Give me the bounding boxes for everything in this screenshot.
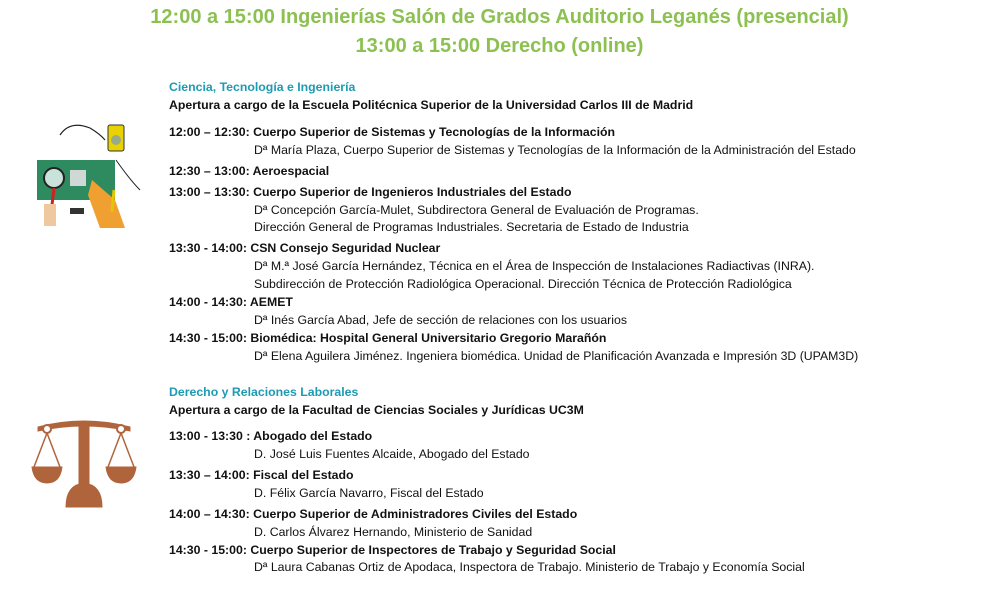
speaker-detail: D. Félix García Navarro, Fiscal del Estado [254,486,484,500]
section-title: Ciencia, Tecnología e Ingeniería [169,80,356,94]
header-line-2: 13:00 a 15:00 Derecho (online) [355,35,644,57]
schedule-slot: 14:00 – 14:30: Cuerpo Superior de Administradores Civiles del Estado [169,507,578,521]
speaker-detail: Subdirección de Protección Radiológica Operacional. Dirección Técnica de Protección Radiológica [254,277,792,291]
schedule-slot: 13:30 - 14:00: CSN Consejo Seguridad Nuclear [169,241,441,255]
schedule-slot: 14:00 - 14:30: AEMET [169,295,293,309]
schedule-slot: 12:00 – 12:30: Cuerpo Superior de Sistemas y Tecnologías de la Información [169,125,616,139]
schedule-slot: 14:30 - 15:00: Cuerpo Superior de Inspectores de Trabajo y Seguridad Social [169,543,616,557]
speaker-detail: Dª Elena Aguilera Jiménez. Ingeniera biomédica. Unidad de Planificación Avanzada e Impresión 3D (UPAM3D) [254,349,859,363]
schedule-slot: 12:30 – 13:00: Aeroespacial [169,164,330,178]
section-opening: Apertura a cargo de la Facultad de Ciencias Sociales y Jurídicas UC3M [169,403,584,417]
section-title: Derecho y Relaciones Laborales [169,385,359,399]
electronics-repair-illustration [30,120,142,230]
speaker-detail: Dª Concepción García-Mulet, Subdirectora General de Evaluación de Programas. [254,203,699,217]
schedule-slot: 13:00 - 13:30 : Abogado del Estado [169,429,373,443]
scales-of-justice-icon [30,415,138,510]
speaker-detail: Dª M.ª José García Hernández, Técnica en el Área de Inspección de Instalaciones Radiactivas (INRA). [254,259,815,273]
speaker-detail: Dirección General de Programas Industriales. Secretaria de Estado de Industria [254,220,689,234]
speaker-detail: Dª María Plaza, Cuerpo Superior de Sistemas y Tecnologías de la Información de la Administración del Estado [254,143,856,157]
schedule-slot: 13:00 – 13:30: Cuerpo Superior de Ingenieros Industriales del Estado [169,185,572,199]
speaker-detail: Dª Laura Cabanas Ortiz de Apodaca, Inspectora de Trabajo. Ministerio de Trabajo y Economía Social [254,560,805,574]
section-opening: Apertura a cargo de la Escuela Politécnica Superior de la Universidad Carlos III de Madrid [169,98,694,112]
schedule-slot: 14:30 - 15:00: Biomédica: Hospital General Universitario Gregorio Marañón [169,331,607,345]
schedule-slot: 13:30 – 14:00: Fiscal del Estado [169,468,354,482]
speaker-detail: D. José Luis Fuentes Alcaide, Abogado del Estado [254,447,530,461]
speaker-detail: D. Carlos Álvarez Hernando, Ministerio de Sanidad [254,525,533,539]
header-line-1: 12:00 a 15:00 Ingenierías Salón de Grados Auditorio Leganés (presencial) [150,6,849,28]
speaker-detail: Dª Inés García Abad, Jefe de sección de relaciones con los usuarios [254,313,627,327]
